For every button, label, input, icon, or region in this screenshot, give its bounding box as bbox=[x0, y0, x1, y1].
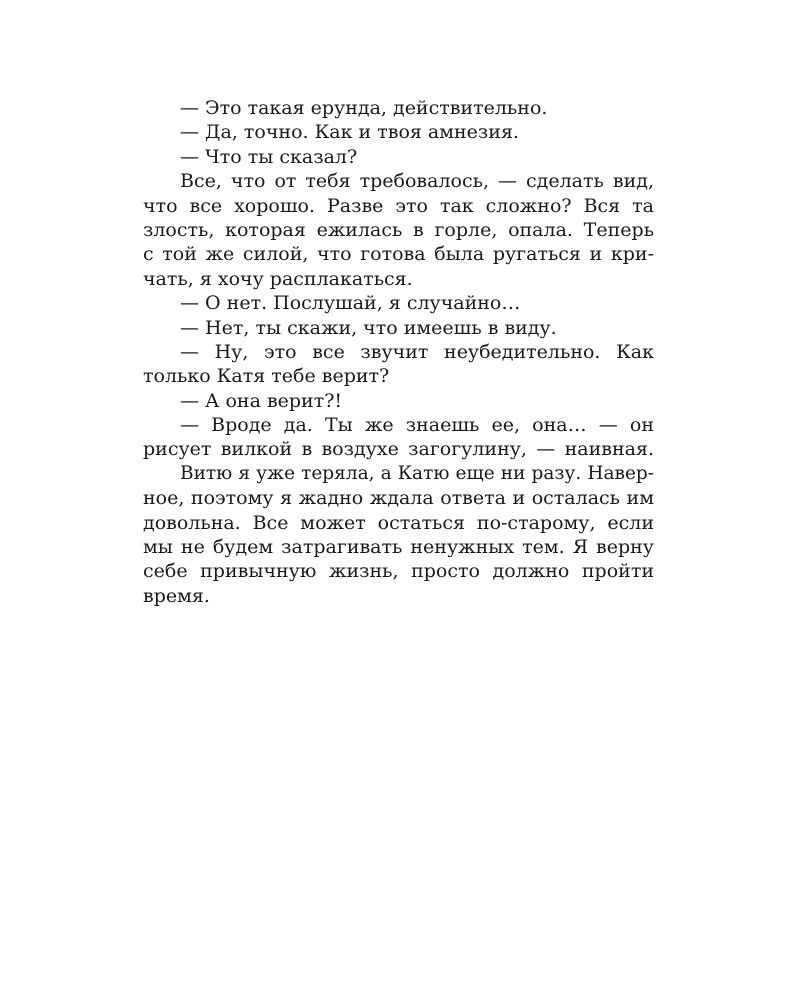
text-line: себе привычную жизнь, просто должно пройти bbox=[143, 560, 654, 583]
text-line: рисует вилкой в воздухе загогулину, — наивная. bbox=[143, 438, 654, 461]
text-line: ное, поэтому я жадно ждала ответа и осталась им bbox=[143, 487, 654, 510]
text-line: время. bbox=[143, 584, 210, 607]
text-line: что все хорошо. Разве это так сложно? Вся та bbox=[143, 194, 654, 217]
text-line: — Нет, ты скажи, что имеешь в виду. bbox=[180, 316, 557, 339]
text-line: довольна. Все может остаться по-старому, если bbox=[143, 511, 654, 534]
text-line: Витю я уже теряла, а Катю еще ни разу. Навер- bbox=[180, 462, 654, 484]
text-line: мы не будем затрагивать ненужных тем. Я верну bbox=[143, 536, 654, 559]
text-line: — Ну, это все звучит неубедительно. Как bbox=[180, 340, 654, 363]
text-line: — А она верит?! bbox=[180, 389, 343, 412]
text-line: — Вроде да. Ты же знаешь ее, она… — он bbox=[180, 414, 654, 437]
text-line: с той же силой, что готова была ругаться и кри- bbox=[143, 243, 654, 266]
body-text bbox=[143, 96, 654, 608]
text-line: Все, что от тебя требовалось, — сделать вид, bbox=[180, 170, 654, 193]
text-line: только Катя тебе верит? bbox=[143, 365, 390, 388]
text-line: чать, я хочу расплакаться. bbox=[143, 267, 413, 290]
text-line: — О нет. Послушай, я случайно… bbox=[180, 292, 521, 315]
text-line: злость, которая ежилась в горле, опала. Теперь bbox=[143, 218, 654, 241]
text-line: — Это такая ерунда, действительно. bbox=[180, 97, 548, 119]
text-line: — Что ты сказал? bbox=[180, 145, 358, 168]
text-line: — Да, точно. Как и твоя амнезия. bbox=[180, 121, 519, 144]
